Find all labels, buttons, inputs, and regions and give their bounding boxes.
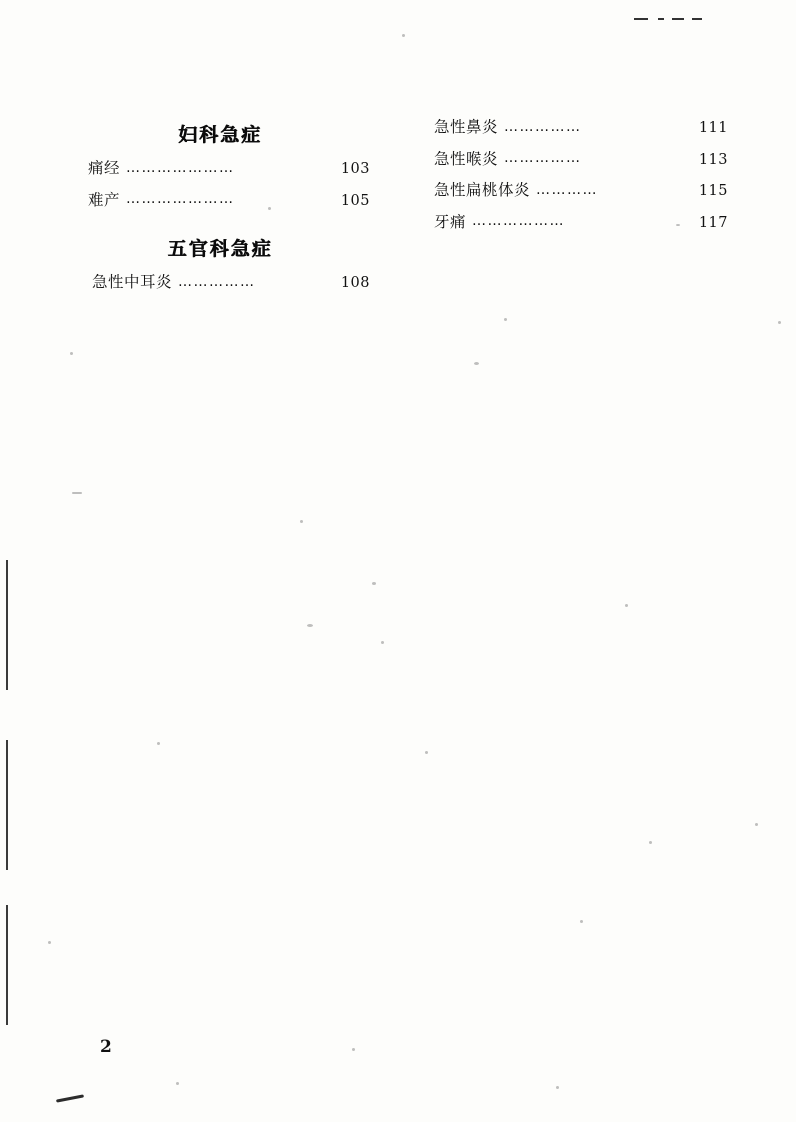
toc-entry-leader: ……………… bbox=[472, 215, 566, 228]
scan-speck bbox=[425, 751, 428, 754]
scan-speck bbox=[372, 582, 376, 585]
scan-speck bbox=[176, 1082, 179, 1085]
toc-entry-page: 113 bbox=[698, 151, 728, 168]
toc-entry-label: 急性喉炎 bbox=[434, 149, 499, 168]
toc-entry-page: 105 bbox=[340, 192, 370, 209]
scan-corner-dashes bbox=[634, 16, 704, 22]
toc-entry[interactable] bbox=[70, 161, 370, 177]
toc-entry-page: 111 bbox=[698, 120, 728, 136]
scan-speck bbox=[556, 1086, 559, 1089]
scan-speck bbox=[300, 520, 303, 523]
toc-entry-page: 115 bbox=[698, 183, 728, 199]
toc-columns bbox=[70, 120, 730, 307]
toc-entry-page: 103 bbox=[340, 161, 370, 177]
section-heading-ent: 五官科急症 bbox=[167, 238, 273, 260]
scan-edge-rule-2 bbox=[6, 740, 8, 870]
scan-edge-rule-1 bbox=[6, 560, 8, 690]
scan-speck bbox=[307, 624, 313, 627]
scan-speck bbox=[352, 1048, 355, 1051]
scan-speck bbox=[157, 742, 160, 745]
scan-speck bbox=[504, 318, 507, 321]
scan-edge-rule-3 bbox=[6, 905, 8, 1025]
toc-entry-leader: ………………… bbox=[126, 161, 235, 175]
toc-entry[interactable] bbox=[428, 120, 728, 136]
scan-speck bbox=[778, 321, 781, 324]
scan-speck bbox=[580, 920, 583, 923]
toc-entry-label: 痛经 bbox=[88, 159, 121, 177]
scan-ink-stroke bbox=[56, 1094, 84, 1102]
scan-speck bbox=[649, 841, 652, 844]
section-heading-gynecology: 妇科急症 bbox=[177, 124, 262, 146]
toc-entry[interactable] bbox=[428, 183, 728, 199]
toc-entry-label: 急性中耳炎 bbox=[92, 273, 173, 291]
toc-entry-label: 急性扁桃体炎 bbox=[434, 181, 531, 199]
scan-speck bbox=[72, 492, 82, 494]
scan-speck bbox=[70, 352, 73, 355]
scan-speck bbox=[381, 641, 384, 644]
page-number: 2 bbox=[100, 1037, 112, 1057]
toc-entry[interactable] bbox=[428, 212, 728, 231]
toc-entry-page: 117 bbox=[698, 214, 728, 231]
toc-column-left bbox=[70, 120, 370, 307]
toc-entry-label: 难产 bbox=[88, 190, 121, 209]
toc-entry[interactable] bbox=[428, 149, 728, 168]
toc-entry[interactable] bbox=[70, 190, 370, 209]
toc-column-right bbox=[428, 120, 728, 307]
toc-entry-leader: ………………… bbox=[126, 193, 235, 206]
scan-speck bbox=[474, 362, 479, 365]
toc-entry[interactable] bbox=[70, 275, 370, 291]
toc-entry-page: 108 bbox=[340, 275, 370, 291]
toc-entry-label: 急性鼻炎 bbox=[434, 118, 499, 136]
scan-speck bbox=[755, 823, 758, 826]
toc-entry-leader: ………… bbox=[536, 183, 599, 197]
toc-entry-leader: …………… bbox=[504, 120, 582, 134]
scan-speck bbox=[48, 941, 51, 944]
scan-speck bbox=[402, 34, 405, 37]
scan-speck bbox=[625, 604, 628, 607]
toc-entry-leader: …………… bbox=[504, 152, 582, 165]
toc-entry-leader: …………… bbox=[178, 275, 256, 289]
toc-entry-label: 牙痛 bbox=[434, 212, 467, 231]
